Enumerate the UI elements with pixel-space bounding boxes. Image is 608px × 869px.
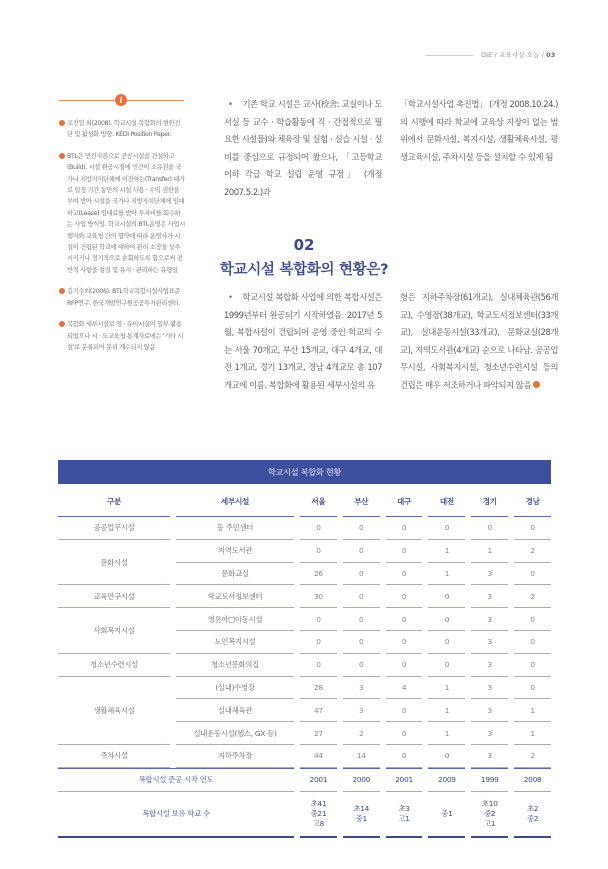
value-cell: 0 [428, 608, 465, 631]
school-count-line: 초2 [526, 803, 539, 813]
footnote [59, 319, 185, 353]
value-cell: 27 [300, 722, 337, 745]
footnote-text: 조진일 외(2008). 학교시설 복합화의 현안진단 및 활성화 방향. KEDI Position Paper. [67, 120, 181, 139]
value-cell: 0 [514, 608, 551, 631]
school-count-cell [471, 792, 508, 838]
table-row [58, 677, 551, 700]
bullet-icon: • [228, 292, 233, 302]
column-header: 부산 [343, 486, 380, 517]
facility-cell: 청소년문화의집 [176, 654, 294, 677]
school-count-line: 중2 [484, 808, 496, 818]
intro-column-2 [400, 96, 558, 166]
value-cell: 3 [471, 631, 508, 654]
footnote-text: 복합화 세부시설로 영 · 유아시설이 일부 활용되었으나 시 · 도교육청 통계자료에는 '기타 시설'로 분류되어 분리 계수되지 않음 [67, 321, 184, 351]
footnote-marker-icon [59, 288, 65, 294]
value-cell: 1 [471, 540, 508, 563]
body-text-1: 학교시설 복합화 사업에 의한 복합시설은 1999년부터 완공되기 시작하였음. 2017년 5월, 복합시설이 건립되어 운영 중인 학교의 수는 서울 70개교, 부산 15개교, 대구 4개교, 대전 1개교, 경기 13개교, 경남 4개교로 총 107개교에 이름. 복합화에 활용된 세부시설의 유 [224, 292, 382, 390]
page-number: 03 [546, 51, 556, 59]
value-cell: 0 [300, 631, 337, 654]
category-cell: 청소년수련시설 [58, 654, 170, 677]
value-cell: 3 [471, 699, 508, 722]
value-cell: 0 [343, 517, 380, 540]
section-number: 02 [293, 236, 315, 254]
value-cell: 0 [343, 540, 380, 563]
value-cell: 0 [386, 563, 423, 586]
value-cell: 0 [386, 608, 423, 631]
value-cell: 0 [386, 540, 423, 563]
value-cell: 0 [343, 563, 380, 586]
facility-cell: 지역도서관 [176, 540, 294, 563]
running-header [481, 50, 555, 59]
table-row [58, 608, 551, 631]
body-column-2 [400, 289, 558, 394]
column-header: 대구 [386, 486, 423, 517]
section-title: 학교시설 복합화의 현황은? [219, 262, 389, 278]
value-cell: 3 [343, 677, 380, 700]
footnote-marker-icon [59, 321, 65, 327]
value-cell: 2 [343, 722, 380, 745]
value-cell: 3 [471, 608, 508, 631]
header-separator: / [494, 51, 497, 59]
school-count-line: 초3 [398, 803, 410, 813]
school-count-line: 중1 [355, 813, 367, 823]
facility-cell: 실내체육관 [176, 699, 294, 722]
school-count-cell [428, 792, 465, 838]
value-cell: 0 [386, 631, 423, 654]
value-cell: 0 [514, 677, 551, 700]
table-row [58, 517, 551, 540]
value-cell: 1 [428, 722, 465, 745]
facility-cell: 지하주차장 [176, 745, 294, 768]
school-count-line: 고8 [312, 818, 325, 828]
column-header: 대전 [428, 486, 465, 517]
value-cell: 0 [343, 631, 380, 654]
end-mark-icon [533, 381, 540, 388]
value-cell: 0 [386, 654, 423, 677]
category-cell: 주차시설 [58, 745, 170, 768]
footnote-marker-icon [59, 120, 65, 126]
category-cell: 교육연구시설 [58, 585, 170, 608]
table-title: 학교시설 복합화 현황 [58, 460, 551, 484]
school-count-line: 초41 [310, 798, 327, 808]
section-name: 교육시설 오늘 [499, 51, 540, 59]
footnote-text: 김기수외(2006). BTL학교복합시설사업표준 RFP연구. 한국개발연구원공공투자관리센터. [67, 288, 181, 307]
school-count-line: 고1 [398, 813, 410, 823]
table-row [58, 745, 551, 768]
value-cell: 3 [471, 563, 508, 586]
value-cell: 0 [300, 540, 337, 563]
school-count-line: 중21 [310, 808, 327, 818]
value-cell: 0 [428, 654, 465, 677]
value-cell: 26 [300, 563, 337, 586]
year-row-label: 복합시설 준공 시작 연도 [58, 768, 294, 792]
category-cell: 생활체육시설 [58, 677, 170, 745]
value-cell: 1 [428, 699, 465, 722]
year-cell: 2009 [428, 768, 465, 792]
school-count-line: 초10 [481, 798, 498, 808]
school-count-line: 고1 [484, 818, 496, 828]
value-cell: 28 [300, 677, 337, 700]
bullet-icon: • [228, 99, 233, 109]
value-cell: 0 [514, 563, 551, 586]
year-cell: 2001 [300, 768, 337, 792]
value-cell: 14 [343, 745, 380, 768]
value-cell: 0 [428, 517, 465, 540]
value-cell: 1 [428, 563, 465, 586]
intro-text-1: 기존 학교 시설은 교사(校舍: 교실이나 도서실 등 교수 · 학습활동에 직 · 간접적으로 필요한 시설물)와 체육장 및 실험 · 실습 시설 · 설비를 중심으로 규정되어 왔으나, 「고등학교 이하 각급 학교 설립 운영 규정」 (개정 2007.5.2.)과 [224, 99, 382, 197]
column-header: 서울 [300, 486, 337, 517]
column-header: 구분 [58, 486, 170, 517]
value-cell: 2 [514, 585, 551, 608]
value-cell: 3 [343, 699, 380, 722]
school-count-row [58, 792, 551, 838]
value-cell: 3 [471, 722, 508, 745]
value-cell: 30 [300, 585, 337, 608]
school-count-cell [386, 792, 423, 838]
footnote-text: BTL은 민간자본으로 공공시설을 건설하고(Build), 시설 완공시점에 민간이 소유권을 국가나 지방자치단체에 이전하는(Transfer) 대가로 일정 기간 동안의 시설 사용 · 수익 권한을 부여 받아 시설을 국가나 지방자치단체에 임대하고(Lease) 임대료를 받아 투자비를 회수하는 사업 방식임. 학교시설의 BTL운영은 사업시행자와 교육청 간의 협약에 따라 운영사가 시설이 건립된 학교에 대하여 관리 소장을 상주시키거나 정기적으로 순회하도록 함으로써 전반적 사항을 점검 및 유지 · 관리하는 유형임 [67, 152, 185, 274]
value-cell: 1 [514, 699, 551, 722]
value-cell: 3 [471, 745, 508, 768]
school-count-line: 초14 [353, 803, 370, 813]
table-row [58, 585, 551, 608]
column-header: 경기 [471, 486, 508, 517]
table-row [58, 540, 551, 563]
table-row [58, 654, 551, 677]
school-count-cell [300, 792, 337, 838]
value-cell: 0 [386, 585, 423, 608]
value-cell: 0 [386, 699, 423, 722]
facility-cell: 문화교실 [176, 563, 294, 586]
value-cell: 1 [428, 677, 465, 700]
value-cell: 0 [343, 585, 380, 608]
facility-cell: 노인복지시설 [176, 631, 294, 654]
facility-cell: 실내운동시설(헬스, GX 등) [176, 722, 294, 745]
column-header: 경남 [514, 486, 551, 517]
year-row [58, 768, 551, 792]
value-cell: 4 [386, 677, 423, 700]
footnote-marker-icon [59, 153, 65, 159]
value-cell: 0 [471, 517, 508, 540]
value-cell: 2 [514, 540, 551, 563]
value-cell: 0 [514, 517, 551, 540]
body-column-1 [224, 289, 382, 394]
column-header: 세부시설 [176, 486, 294, 517]
value-cell: 3 [471, 585, 508, 608]
intro-text-2: 「학교시설사업 촉진법」 (개정 2008.10.24.)의 시행에 따라 학교에 교육상 지장이 없는 범위에서 문화시설, 복지시설, 생활체육시설, 평생교육시설, 주차시설 등을 설치할 수 있게 됨 [400, 99, 558, 162]
value-cell: 3 [471, 654, 508, 677]
footnote [59, 286, 185, 309]
school-count-cell [514, 792, 551, 838]
footnote [59, 118, 185, 141]
header-separator: / [541, 51, 544, 59]
value-cell: 0 [428, 745, 465, 768]
facility-cell: 학교도서정보센터 [176, 585, 294, 608]
value-cell: 0 [300, 608, 337, 631]
school-count-cell [343, 792, 380, 838]
value-cell: 1 [428, 540, 465, 563]
value-cell: 0 [386, 745, 423, 768]
value-cell: 2 [514, 745, 551, 768]
facility-table [52, 486, 557, 838]
facility-cell: (실내)수영장 [176, 677, 294, 700]
value-cell: 0 [343, 608, 380, 631]
value-cell: 0 [514, 631, 551, 654]
year-cell: 2001 [386, 768, 423, 792]
info-icon: i [115, 94, 127, 106]
value-cell: 0 [428, 631, 465, 654]
school-count-label: 복합시설 보유 학교 수 [58, 792, 294, 838]
year-cell: 2000 [343, 768, 380, 792]
year-cell: 2008 [514, 768, 551, 792]
value-cell: 0 [300, 517, 337, 540]
intro-column-1 [224, 96, 382, 201]
category-cell: 사회복지시설 [58, 608, 170, 654]
header-rule [425, 55, 473, 56]
facility-cell: 영유아□아동시설 [176, 608, 294, 631]
facility-cell: 동 주민센터 [176, 517, 294, 540]
value-cell: 0 [300, 654, 337, 677]
value-cell: 47 [300, 699, 337, 722]
value-cell: 0 [428, 585, 465, 608]
school-count-line: 중2 [526, 813, 539, 823]
value-cell: 0 [386, 517, 423, 540]
table-header-row [58, 486, 551, 517]
value-cell: 0 [343, 654, 380, 677]
year-cell: 1999 [471, 768, 508, 792]
value-cell: 44 [300, 745, 337, 768]
body-text-2: 형은 지하주차장(61개교), 실내체육관(56개교), 수영장(38개교), 학교도서정보센터(33개교), 실내운동시설(33개교), 문화교실(28개교), 지역도서관(4개교) 순으로 나타남. 공공업무시설, 사회복지시설, 청소년수련시설 등의 건립은 매우 저조하거나 파악되지 않음 [400, 292, 558, 390]
category-cell: 공공업무시설 [58, 517, 170, 540]
publication-name: GIE [481, 51, 493, 59]
value-cell: 3 [471, 677, 508, 700]
value-cell: 0 [386, 722, 423, 745]
category-cell: 문화시설 [58, 540, 170, 586]
value-cell: 0 [514, 654, 551, 677]
school-count-line: 중1 [441, 808, 453, 818]
value-cell: 1 [514, 722, 551, 745]
